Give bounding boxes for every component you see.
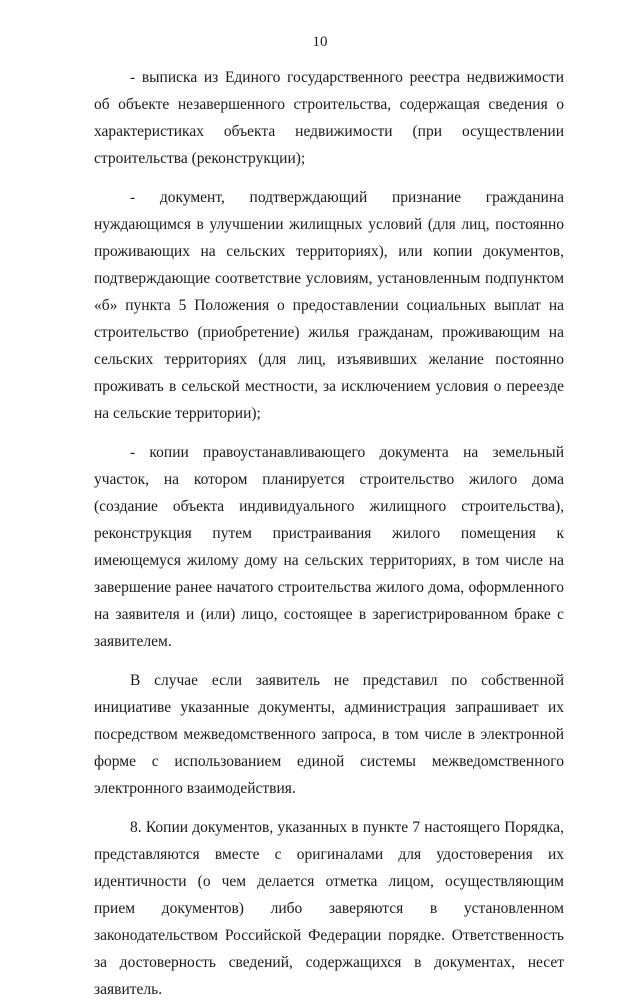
document-body bbox=[94, 64, 564, 1003]
paragraph-land-title-copies: - копии правоустанавливающего документа на земельный участок, на котором планируется строительство жилого дома (создание объекта индивидуального жилищного строительства), реконструкция путем пристраивания жилого помещения к имеющемуся жилому дому на сельских территориях, в том числе на завершение ранее начатого строительства жилого дома, оформленного на заявителя и (или) лицо, состоящее в зарегистрированном браке с заявителем. bbox=[94, 444, 564, 650]
paragraph-spacer bbox=[94, 172, 564, 184]
paragraph-housing-need-document: - документ, подтверждающий признание гражданина нуждающимся в улучшении жилищных условий (для лиц, постоянно проживающих на сельских территориях), или копии документов, подтверждающие соответствие условиям, установленным подпунктом «б» пункта 5 Положения о предоставлении социальных выплат на строительство (приобретение) жилья гражданам, проживающим на сельских территориях (для лиц, изъявивших желание постоянно проживать в сельской местности, за исключением условия о переезде на сельские территории); bbox=[94, 189, 564, 422]
paragraph-interagency-request: В случае если заявитель не представил по собственной инициативе указанные документы, администрация запрашивает их посредством межведомственного запроса, в том числе в электронной форме с использованием единой системы межведомственного электронного взаимодействия. bbox=[94, 672, 564, 797]
paragraph-item-8: 8. Копии документов, указанных в пункте 7 настоящего Порядка, представляются вместе с оригиналами для удостоверения их идентичности (о чем делается отметка лицом, осуществляющим прием документов) либо заверяются в установленном законодательством Российской Федерации порядке. Ответственность за достоверность сведений, содержащихся в документах, несет заявитель. bbox=[94, 819, 564, 998]
paragraph-spacer bbox=[94, 802, 564, 814]
paragraph-spacer bbox=[94, 655, 564, 667]
paragraph-spacer bbox=[94, 427, 564, 439]
paragraph-egrn-extract: - выписка из Единого государственного реестра недвижимости об объекте незавершенного строительства, содержащая сведения о характеристиках объекта недвижимости (при осуществлении строительства (реконструкции); bbox=[94, 69, 564, 167]
page-number: 10 bbox=[312, 34, 328, 50]
